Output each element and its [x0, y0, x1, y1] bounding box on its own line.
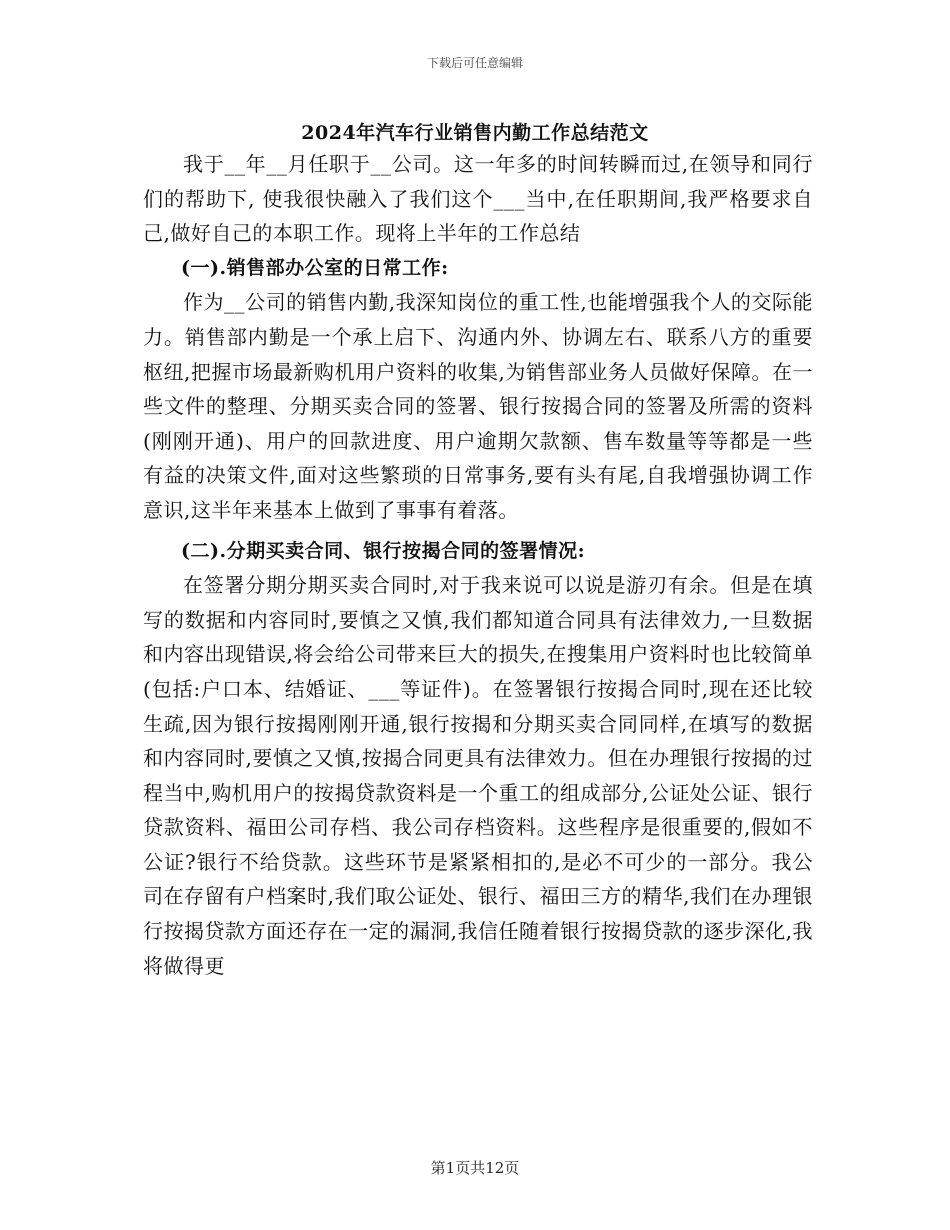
header-note: 下载后可任意编辑 — [426, 56, 523, 70]
section-1-heading: (一).销售部办公室的日常工作: — [181, 256, 449, 279]
section-2-heading: (二).分期买卖合同、银行按揭合同的签署情况: — [181, 539, 586, 562]
section-1-paragraph: 作为__公司的销售内勤,我深知岗位的重工性,也能增强我个人的交际能力。销售部内勤是一个承上启下、沟通内外、协调左右、联系八方的重要枢纽,把握市场最新购机用户资料的收集,为销售部业务人员做好保障。在一些文件的整理、分期买卖合同的签署、银行按揭合同的签署及所需的资料(刚刚开通)、用户的回款进度、用户逾期欠款额、售车数量等等都是一些有益的决策文件,面对这些繁琐的日常事务,要有头有尾,自我增强协调工作意识,这半年来基本上做到了事事有着落。 — [143, 290, 813, 522]
page-number-footer: 第1页共12页 — [430, 1159, 520, 1177]
document-title: 2024年汽车行业销售内勤工作总结范文 — [301, 122, 649, 144]
document-body — [143, 147, 813, 983]
section-2-paragraph: 在签署分期分期买卖合同时,对于我来说可以说是游刃有余。但是在填写的数据和内容同时,要慎之又慎,我们都知道合同具有法律效力,一旦数据和内容出现错误,将会给公司带来巨大的损失,在搜集用户资料时也比较简单(包括:户口本、结婚证、___等证件)。在签署银行按揭合同时,现在还比较生疏,因为银行按揭刚刚开通,银行按揭和分期买卖合同同样,在填写的数据和内容同时,要慎之又慎,按揭合同更具有法律效力。但在办理银行按揭的过程当中,购机用户的按揭贷款资料是一个重工的组成部分,公证处公证、银行贷款资料、福田公司存档、我公司存档资料。这些程序是很重要的,假如不公证?银行不给贷款。这些环节是紧紧相扣的,是必不可少的一部分。我公司在存留有户档案时,我们取公证处、银行、福田三方的精华,我们在办理银行按揭贷款方面还存在一定的漏洞,我信任随着银行按揭贷款的逐步深化,我将做得更 — [143, 573, 813, 978]
intro-paragraph: 我于__年__月任职于__公司。这一年多的时间转瞬而过,在领导和同行们的帮助下, 使我很快融入了我们这个___当中,在任职期间,我严格要求自己,做好自己的本职工作。现将上半年的工作总结 — [143, 152, 813, 246]
